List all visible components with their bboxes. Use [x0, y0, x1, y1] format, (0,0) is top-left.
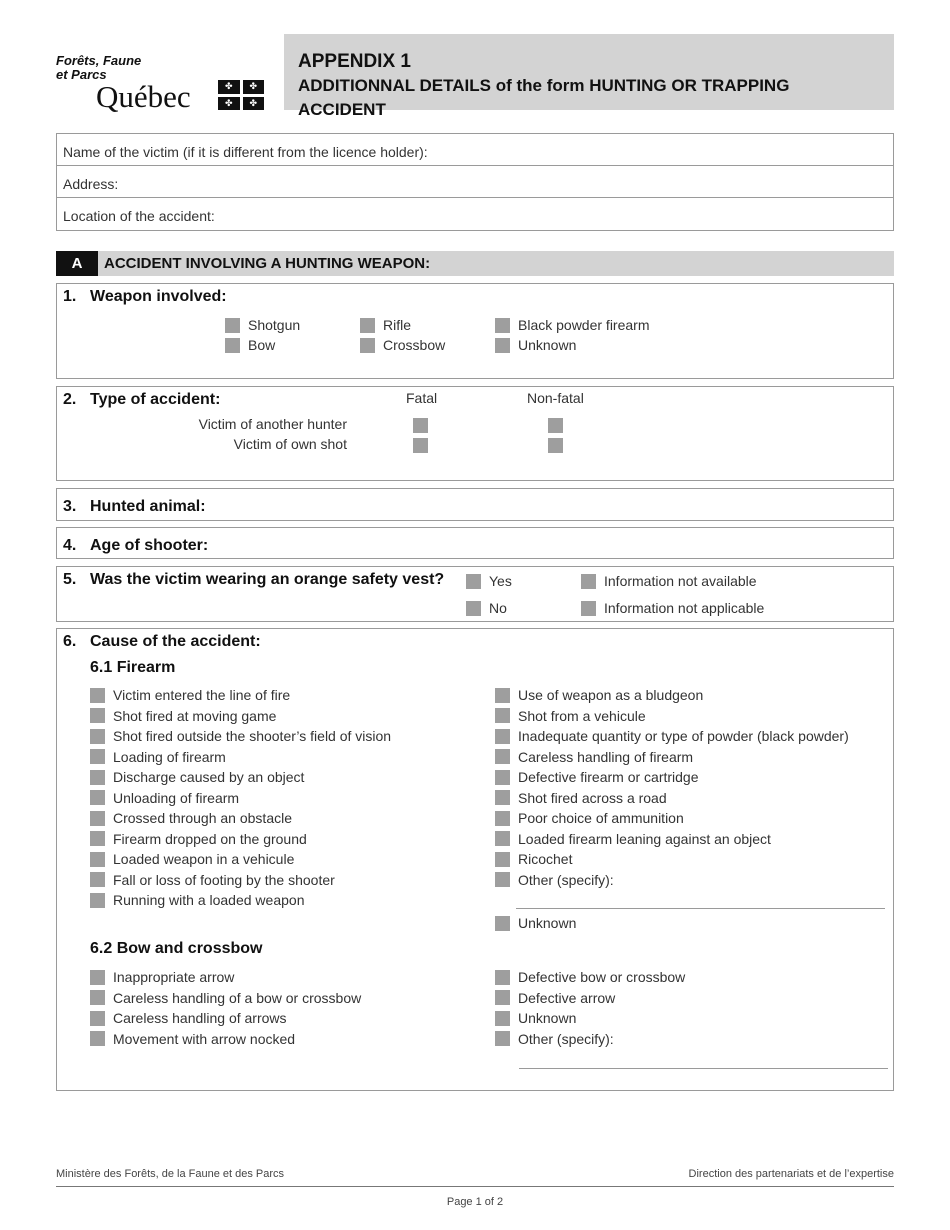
checkbox[interactable] [495, 811, 510, 826]
option-crossbow[interactable]: Crossbow [360, 336, 445, 354]
bow-left-label: Movement with arrow nocked [113, 1030, 296, 1047]
option-unknown-weapon[interactable]: Unknown [495, 336, 576, 354]
checkbox-nonfatal-own[interactable] [548, 438, 563, 453]
firearm-left-item[interactable] [90, 850, 294, 868]
firearm-left-label: Crossed through an obstacle [113, 810, 292, 826]
checkbox[interactable] [90, 790, 105, 805]
firearm-right-item[interactable] [495, 768, 699, 786]
row-victim-another: Victim of another hunter [198, 416, 347, 432]
firearm-right-item[interactable] [495, 871, 614, 889]
q5-number: 5. [63, 571, 77, 588]
victim-name-field[interactable] [57, 134, 893, 166]
checkbox[interactable] [495, 852, 510, 867]
firearm-left-item[interactable] [90, 768, 304, 786]
q6-title: Cause of the accident: [90, 633, 261, 650]
checkbox[interactable] [495, 708, 510, 723]
checkbox[interactable] [360, 338, 375, 353]
logo-line-2: et Parcs [56, 67, 107, 82]
firearm-left-item[interactable] [90, 891, 304, 909]
col-fatal: Fatal [406, 390, 438, 406]
firearm-left-item[interactable] [90, 727, 391, 745]
checkbox[interactable] [90, 872, 105, 887]
checkbox[interactable] [90, 811, 105, 826]
checkbox[interactable] [495, 749, 510, 764]
bow-right-item[interactable] [495, 1030, 614, 1048]
location-label: Location of the accident: [63, 208, 215, 224]
firearm-left-label: Shot fired outside the shooter’s field of vision [113, 728, 392, 744]
q5-title: Was the victim wearing an orange safety vest? [90, 571, 445, 588]
firearm-right-item[interactable] [495, 850, 572, 868]
logo-text [56, 54, 141, 82]
firearm-left-item[interactable] [90, 707, 276, 725]
q2-title: Type of accident: [90, 391, 221, 408]
firearm-right-item[interactable] [495, 727, 849, 745]
firearm-right-label: Use of weapon as a bludgeon [518, 687, 704, 703]
bow-left-item[interactable] [90, 989, 361, 1007]
checkbox[interactable] [495, 1011, 510, 1026]
checkbox[interactable] [90, 729, 105, 744]
q1-title: Weapon involved: [90, 288, 227, 305]
section-a-letter: A [56, 251, 98, 276]
checkbox[interactable] [90, 749, 105, 764]
checkbox[interactable] [495, 729, 510, 744]
bow-left-item[interactable] [90, 968, 234, 986]
option-bow[interactable]: Bow [225, 336, 275, 354]
firearm-right-item[interactable] [495, 707, 646, 725]
firearm-right-label: Ricochet [518, 851, 573, 867]
firearm-right-item[interactable] [495, 686, 703, 704]
checkbox[interactable] [90, 1011, 105, 1026]
firearm-right-item[interactable] [495, 789, 667, 807]
q4-title: Age of shooter: [90, 537, 209, 554]
firearm-right-label: Loaded firearm leaning against an object [518, 830, 771, 847]
checkbox[interactable] [466, 574, 481, 589]
checkbox[interactable] [466, 601, 481, 616]
checkbox-fatal-own[interactable] [413, 438, 428, 453]
firearm-left-item[interactable] [90, 789, 239, 807]
checkbox[interactable] [225, 318, 240, 333]
checkbox[interactable] [90, 990, 105, 1005]
bow-left-item[interactable] [90, 1030, 295, 1048]
checkbox[interactable] [225, 338, 240, 353]
checkbox[interactable] [90, 1031, 105, 1046]
firearm-left-label: Loading of firearm [113, 748, 226, 765]
checkbox[interactable] [495, 770, 510, 785]
firearm-right-label: Defective firearm or cartridge [518, 769, 699, 785]
option-shotgun[interactable]: Shotgun [225, 316, 300, 334]
firearm-left-label: Firearm dropped on the ground [113, 830, 307, 847]
checkbox[interactable] [360, 318, 375, 333]
option-rifle[interactable]: Rifle [360, 316, 411, 334]
bow-right-label: Other (specify): [518, 1030, 614, 1047]
q4-number: 4. [63, 537, 77, 554]
checkbox[interactable] [495, 688, 510, 703]
firearm-left-label: Running with a loaded weapon [113, 892, 305, 908]
row-victim-own: Victim of own shot [233, 436, 347, 452]
checkbox[interactable] [90, 852, 105, 867]
title-band [284, 34, 894, 119]
checkbox[interactable] [495, 318, 510, 333]
other-specify-line-bow[interactable] [519, 1068, 888, 1069]
location-field[interactable] [57, 198, 893, 230]
firearm-left-item[interactable] [90, 748, 226, 766]
form-title: ADDITIONNAL DETAILS of the form HUNTING OR TRAPPING ACCIDENT [298, 76, 790, 119]
option-info-not-applicable[interactable]: Information not applicable [581, 599, 764, 617]
firearm-right-label: Inadequate quantity or type of powder (black powder) [518, 728, 849, 744]
option-firearm-unknown[interactable]: Unknown [495, 914, 576, 932]
checkbox[interactable] [90, 688, 105, 703]
checkbox[interactable] [495, 872, 510, 887]
bow-subtitle: 6.2 Bow and crossbow [90, 940, 263, 957]
appendix-label: APPENDIX 1 [298, 51, 411, 72]
bow-right-label: Defective bow or crossbow [518, 969, 686, 985]
firearm-left-label: Victim entered the line of fire [113, 687, 291, 703]
checkbox[interactable] [90, 831, 105, 846]
bow-right-item[interactable] [495, 968, 685, 986]
col-nonfatal: Non-fatal [527, 390, 584, 406]
q2-number: 2. [63, 391, 77, 408]
firearm-right-item[interactable] [495, 830, 771, 848]
checkbox[interactable] [495, 790, 510, 805]
q1-number: 1. [63, 288, 77, 305]
q3-number: 3. [63, 498, 77, 515]
address-field[interactable] [57, 166, 893, 198]
bow-right-label: Unknown [518, 1010, 577, 1026]
firearm-right-label: Other (specify): [518, 871, 614, 888]
checkbox[interactable] [90, 970, 105, 985]
firearm-left-item[interactable] [90, 809, 292, 827]
firearm-left-label: Unloading of firearm [113, 789, 240, 806]
section-a-title: ACCIDENT INVOLVING A HUNTING WEAPON: [104, 255, 431, 272]
checkbox[interactable] [90, 893, 105, 908]
firearm-right-label: Shot from a vehicule [518, 707, 646, 724]
logo-quebec: Québec [96, 79, 191, 114]
fleur-de-lis-flag-icon: ✤ ✤ ✤ ✤ [218, 80, 264, 110]
footer-rule [56, 1186, 894, 1187]
firearm-right-item[interactable] [495, 748, 693, 766]
q3-title: Hunted animal: [90, 498, 206, 515]
checkbox[interactable] [495, 970, 510, 985]
bow-right-label: Defective arrow [518, 989, 616, 1006]
victim-info-box [56, 133, 894, 231]
firearm-right-item[interactable] [495, 809, 684, 827]
firearm-left-item[interactable] [90, 871, 335, 889]
firearm-left-item[interactable] [90, 830, 307, 848]
checkbox[interactable] [495, 1031, 510, 1046]
checkbox[interactable] [495, 916, 510, 931]
option-info-not-available[interactable]: Information not available [581, 572, 757, 590]
option-yes[interactable]: Yes [466, 572, 512, 590]
checkbox[interactable] [90, 770, 105, 785]
firearm-left-label: Loaded weapon in a vehicule [113, 851, 295, 867]
other-specify-line-firearm[interactable] [516, 908, 885, 909]
bow-left-item[interactable] [90, 1009, 287, 1027]
footer-direction: Direction des partenariats et de l’expertise [688, 1168, 894, 1180]
firearm-right-label: Careless handling of firearm [518, 748, 694, 765]
firearm-subtitle: 6.1 Firearm [90, 659, 176, 676]
q6-number: 6. [63, 633, 77, 650]
firearm-left-label: Discharge caused by an object [113, 769, 305, 785]
bow-left-label: Careless handling of a bow or crossbow [113, 989, 362, 1006]
firearm-left-item[interactable] [90, 686, 290, 704]
bow-left-label: Inappropriate arrow [113, 969, 235, 985]
bow-left-label: Careless handling of arrows [113, 1010, 287, 1026]
checkbox[interactable] [581, 574, 596, 589]
firearm-right-label: Shot fired across a road [518, 789, 667, 806]
checkbox-nonfatal-another[interactable] [548, 418, 563, 433]
firearm-left-label: Fall or loss of footing by the shooter [113, 871, 335, 888]
checkbox-fatal-another[interactable] [413, 418, 428, 433]
firearm-right-label: Poor choice of ammunition [518, 810, 684, 826]
footer-ministry: Ministère des Forêts, de la Faune et des Parcs [56, 1168, 285, 1180]
option-no[interactable]: No [466, 599, 507, 617]
option-black-powder[interactable]: Black powder firearm [495, 316, 650, 334]
bow-right-item[interactable] [495, 1009, 576, 1027]
address-label: Address: [63, 176, 119, 192]
victim-name-label: Name of the victim (if it is different from the licence holder): [63, 144, 428, 160]
firearm-left-label: Shot fired at moving game [113, 707, 277, 724]
checkbox[interactable] [581, 601, 596, 616]
checkbox[interactable] [495, 338, 510, 353]
checkbox[interactable] [90, 708, 105, 723]
checkbox[interactable] [495, 831, 510, 846]
page-number: Page 1 of 2 [446, 1196, 504, 1208]
checkbox[interactable] [495, 990, 510, 1005]
bow-right-item[interactable] [495, 989, 615, 1007]
logo-line-1: Forêts, Faune [56, 53, 142, 68]
